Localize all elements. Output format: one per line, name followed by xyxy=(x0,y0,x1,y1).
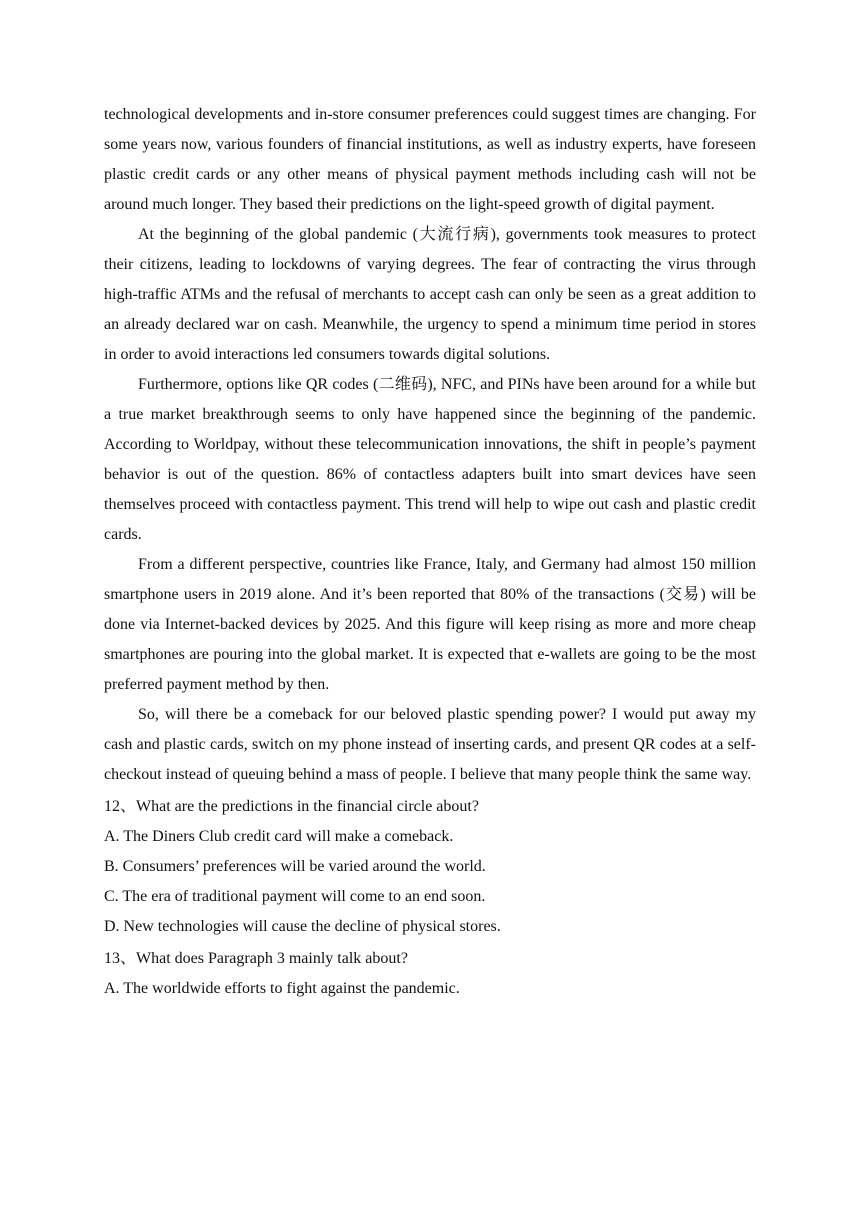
question-stem: 13、What does Paragraph 3 mainly talk about? xyxy=(104,950,408,967)
option-c: C. The era of traditional payment will come to an end soon. xyxy=(104,888,486,905)
reading-passage xyxy=(104,100,756,790)
option-a: A. The worldwide efforts to fight against the pandemic. xyxy=(104,980,460,997)
passage-paragraph-4: From a different perspective, countries like France, Italy, and Germany had almost 150 million smartphone users in 2019 alone. And it’s been reported that 80% of the transactions (交易) will be done via Internet-backed devices by 2025. And this figure will keep rising as more and more cheap smartphones are pouring into the global market. It is expected that e-wallets are going to be the most preferred payment method by then. xyxy=(104,556,756,693)
passage-paragraph-1: technological developments and in-store consumer preferences could suggest times are changing. For some years now, various founders of financial institutions, as well as industry experts, have foreseen plastic credit cards or any other means of physical payment methods including cash will not be around much longer. They based their predictions on the light-speed growth of digital payment. xyxy=(104,106,756,213)
document-page xyxy=(104,100,756,1004)
option-d: D. New technologies will cause the decline of physical stores. xyxy=(104,918,501,935)
passage-paragraph-3: Furthermore, options like QR codes (二维码), NFC, and PINs have been around for a while but a true market breakthrough seems to only have happened since the beginning of the pandemic. According to Worldpay, without these telecommunication innovations, the shift in people’s payment behavior is out of the question. 86% of contactless adapters built into smart devices have seen themselves proceed with contactless payment. This trend will help to wipe out cash and plastic credit cards. xyxy=(104,376,756,543)
question-stem: 12、What are the predictions in the financial circle about? xyxy=(104,798,479,815)
option-a: A. The Diners Club credit card will make a comeback. xyxy=(104,828,454,845)
question-13 xyxy=(104,944,756,1004)
passage-paragraph-5: So, will there be a comeback for our beloved plastic spending power? I would put away my cash and plastic cards, switch on my phone instead of inserting cards, and present QR codes at a self-checkout instead of queuing behind a mass of people. I believe that many people think the same way. xyxy=(104,706,756,783)
question-12 xyxy=(104,792,756,942)
passage-paragraph-2: At the beginning of the global pandemic (大流行病), governments took measures to protect their citizens, leading to lockdowns of varying degrees. The fear of contracting the virus through high-traffic ATMs and the refusal of merchants to accept cash can only be seen as a great addition to an already declared war on cash. Meanwhile, the urgency to spend a minimum time period in stores in order to avoid interactions led consumers towards digital solutions. xyxy=(104,226,756,363)
option-b: B. Consumers’ preferences will be varied around the world. xyxy=(104,858,486,875)
